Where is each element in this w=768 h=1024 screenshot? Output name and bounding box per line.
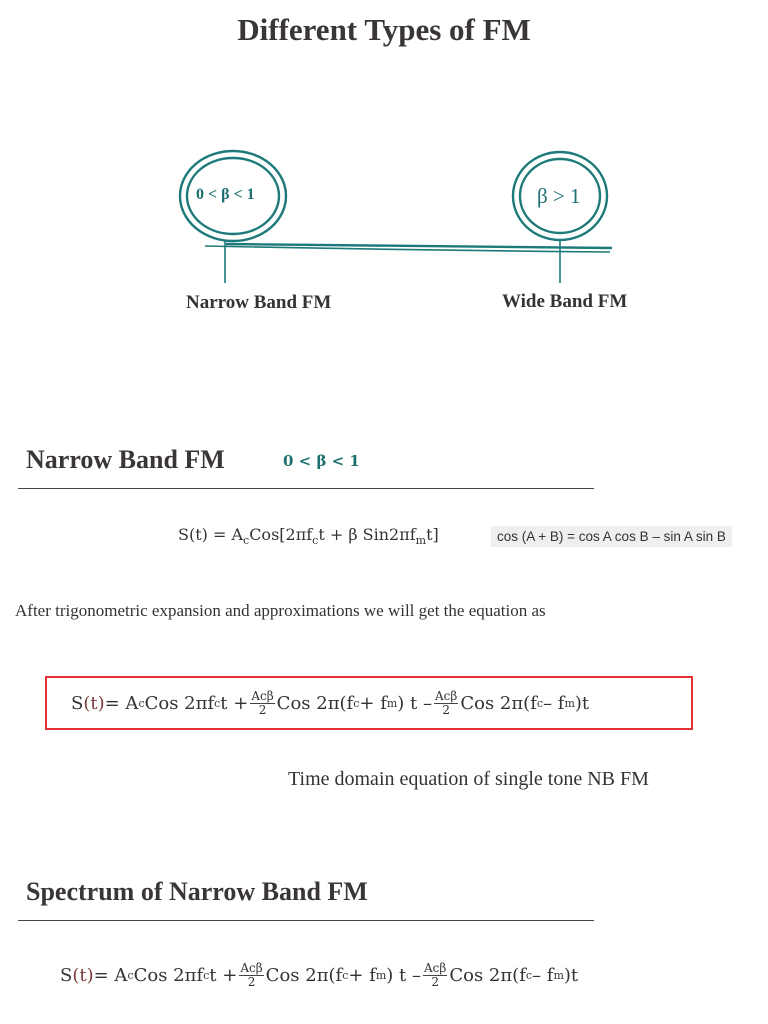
fraction-ac-beta-over-2-b: $\frac{\text{Acβ}}{2}$ (435, 689, 458, 717)
spectrum-fraction-a: $\frac{\text{Acβ}}{2}$ (240, 961, 263, 989)
wide-band-label: Wide Band FM (502, 291, 628, 312)
trig-identity-hint: cos (A + B) = cos A cos B – sin A sin B (491, 526, 732, 547)
fraction-ac-beta-over-2: $\frac{\text{Acβ}}{2}$ (251, 689, 274, 717)
wide-beta-condition: β > 1 (537, 184, 581, 208)
signal-equation: $S(t) = A_cCos[2\pi f_ct + \beta$ $Sin2\pi f_mt$] (178, 525, 439, 548)
nbfm-equation-box (45, 676, 693, 730)
expansion-paragraph: After trigonometric expansion and approximations we will get the equation as (15, 601, 546, 620)
narrow-band-heading: Narrow Band FM (26, 445, 225, 474)
narrow-heading-rule (18, 488, 594, 489)
page-title: Different Types of FM (237, 12, 531, 47)
spectrum-equation: S (t) = A c Cos 2πf c t + $\frac{\text{Acβ}}{2}$ Cos 2π(f c + f m ) t – $\frac{\text{Acβ}}{2}$ Cos 2π(f c – f m )t (60, 961, 579, 989)
narrow-band-condition: 0 < β < 1 (283, 452, 360, 470)
narrow-band-label: Narrow Band FM (186, 292, 332, 313)
equation-caption: Time domain equation of single tone NB FM (288, 768, 649, 790)
nbfm-equation: S (t) = A c Cos 2πf c t + $\frac{\text{Acβ}}{2}$ Cos 2π(f c + f m ) t – $\frac{\text{Acβ}}{2}$ Cos 2π(f c – f m )t (71, 689, 590, 717)
spectrum-heading-rule (18, 920, 594, 921)
spectrum-heading: Spectrum of Narrow Band FM (26, 877, 368, 906)
narrow-beta-condition: 0 < β < 1 (196, 186, 255, 203)
fm-types-diagram (0, 140, 768, 313)
spectrum-fraction-b: $\frac{\text{Acβ}}{2}$ (424, 961, 447, 989)
fm-diagram-svg (0, 140, 768, 310)
